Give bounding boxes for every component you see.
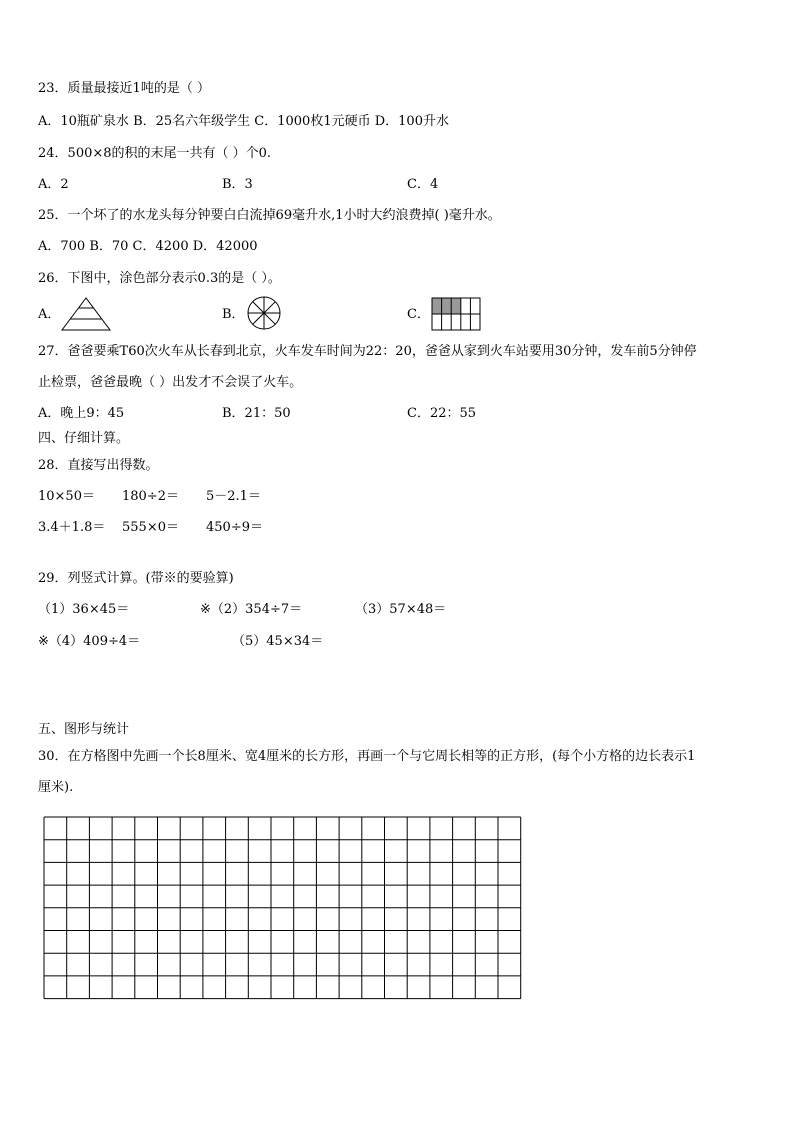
q28-calc-1: 10×50＝ <box>38 489 95 504</box>
q29-calc-4: ※（4）409÷4＝ <box>38 634 141 649</box>
q25-stem: 25．一个坏了的水龙头每分钟要白白流掉69毫升水,1小时大约浪费掉( )毫升水。 <box>38 208 501 223</box>
q26-option-b: B． <box>222 307 245 322</box>
q28-calc-3: 5－2.1＝ <box>206 489 261 504</box>
q24-option-c: C．4 <box>407 177 439 192</box>
q24-option-b: B．3 <box>222 177 253 192</box>
q30-stem-line1: 30．在方格图中先画一个长8厘米、宽4厘米的长方形，再画一个与它周长相等的正方形，(每个小方格的边长表示1 <box>38 749 696 764</box>
q25-options: A．700 B．70 C．4200 D．42000 <box>38 239 258 254</box>
q27-stem-line2: 止检票，爸爸最晚（ ）出发才不会误了火车。 <box>38 375 303 390</box>
q28-calc-4: 3.4＋1.8＝ <box>38 520 106 535</box>
q24-option-a: A．2 <box>38 177 69 192</box>
section4-title: 四、仔细计算。 <box>38 431 130 446</box>
section5-title: 五、图形与统计 <box>38 722 130 737</box>
q30-stem-line2: 厘米). <box>38 780 74 795</box>
q27-stem-line1: 27．爸爸要乘T60次火车从长春到北京，火车发车时间为22：20，爸爸从家到火车站要用30分钟，发车前5分钟停 <box>38 344 697 359</box>
q23-stem: 23．质量最接近1吨的是（ ） <box>38 81 210 96</box>
q26-stem: 26．下图中，涂色部分表示0.3的是（ ）。 <box>38 271 281 286</box>
q28-stem: 28．直接写出得数。 <box>38 458 159 473</box>
q29-calc-1: （1）36×45＝ <box>38 602 130 617</box>
square-grid[interactable] <box>43 816 523 1000</box>
q29-calc-3: （3）57×48＝ <box>355 602 447 617</box>
q26-option-c: C． <box>407 307 430 322</box>
q28-calc-2: 180÷2＝ <box>122 489 179 504</box>
q29-calc-5: （5）45×34＝ <box>232 634 324 649</box>
q28-calc-5: 555×0＝ <box>122 520 179 535</box>
q29-stem: 29．列竖式计算。(带※的要验算) <box>38 571 234 586</box>
q27-option-b: B．21：50 <box>222 406 291 421</box>
q27-option-c: C．22：55 <box>407 406 477 421</box>
q26-option-a: A． <box>38 307 61 322</box>
circle-figure <box>244 296 284 332</box>
q24-stem: 24．500×8的积的末尾一共有（ ）个0. <box>38 146 272 161</box>
q28-calc-6: 450÷9＝ <box>206 520 263 535</box>
q27-option-a: A．晚上9：45 <box>38 406 125 421</box>
q23-options: A．10瓶矿泉水 B．25名六年级学生 C．1000枚1元硬币 D．100升水 <box>38 114 449 129</box>
q29-calc-2: ※（2）354÷7＝ <box>200 602 303 617</box>
rect-figure <box>430 296 484 332</box>
triangle-figure <box>60 296 112 332</box>
